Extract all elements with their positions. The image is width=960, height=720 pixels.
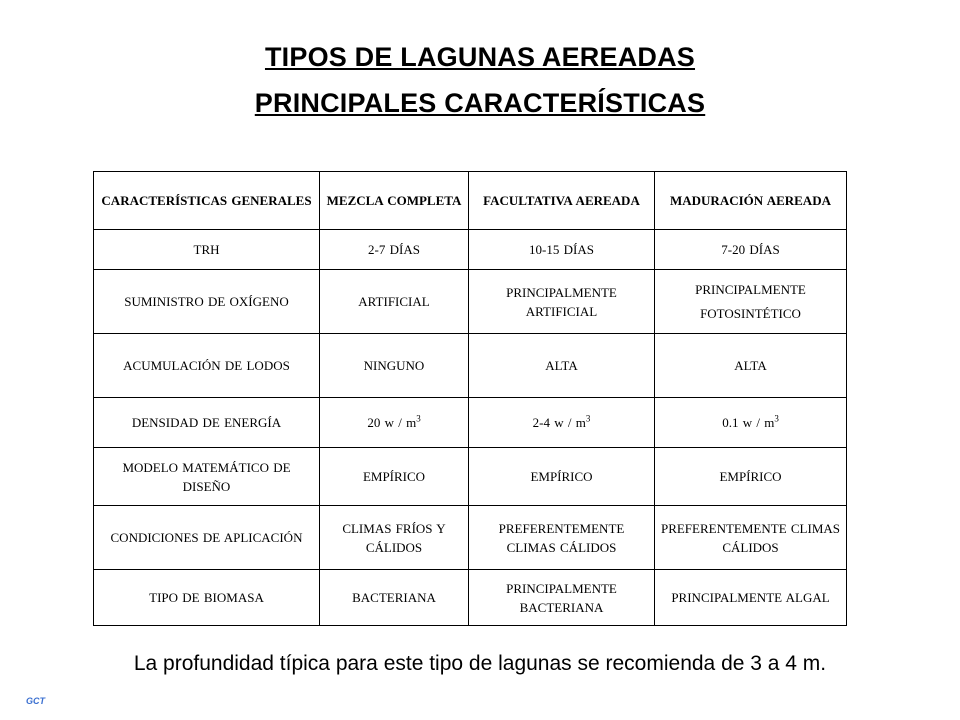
table-cell: 7-20 DÍAS (655, 230, 847, 270)
table-cell: ALTA (469, 334, 655, 398)
row-label: MODELO MATEMÁTICO DE DISEÑO (94, 448, 320, 506)
exponent: 3 (585, 413, 591, 424)
table-row (94, 230, 847, 270)
row-label: TRH (94, 230, 320, 270)
exponent: 3 (416, 413, 421, 424)
table-cell (655, 398, 847, 448)
table-cell: CLIMAS FRÍOS Y CÁLIDOS (320, 506, 469, 570)
table-row (94, 270, 847, 334)
table-row (94, 448, 847, 506)
page-title: TIPOS DE LAGUNAS AEREADAS (264, 42, 696, 72)
header-maduracion-aereada: MADURACIÓN AEREADA (655, 172, 847, 230)
table-cell: PRINCIPALMENTE BACTERIANA (469, 570, 655, 626)
table-cell: EMPÍRICO (655, 448, 847, 506)
header-facultativa-aereada: FACULTATIVA AEREADA (469, 172, 655, 230)
gct-logo: GCT (26, 696, 45, 706)
table-cell: ALTA (655, 334, 847, 398)
table-cell: ARTIFICIAL (320, 270, 469, 334)
table-cell: PRINCIPALMENTE FOTOSINTÉTICO (655, 270, 847, 334)
table-cell: 10-15 DÍAS (469, 230, 655, 270)
energy-value: 2-4 w / m (532, 415, 586, 430)
row-label: SUMINISTRO DE OXÍGENO (94, 270, 320, 334)
row-label: ACUMULACIÓN DE LODOS (94, 334, 320, 398)
table-cell: NINGUNO (320, 334, 469, 398)
row-label: DENSIDAD DE ENERGÍA (94, 398, 320, 448)
table-row (94, 334, 847, 398)
page-subtitle: PRINCIPALES CARACTERÍSTICAS (254, 88, 706, 118)
table-cell: BACTERIANA (320, 570, 469, 626)
energy-value: 0.1 w / m (722, 415, 775, 430)
energy-value: 20 w / m (367, 415, 417, 430)
row-label: CONDICIONES DE APLICACIÓN (94, 506, 320, 570)
table-header-row (94, 172, 847, 230)
table-row (94, 506, 847, 570)
header-caracteristicas: CARACTERÍSTICAS GENERALES (94, 172, 320, 230)
table-cell (320, 398, 469, 448)
row-label: TIPO DE BIOMASA (94, 570, 320, 626)
table-cell: PRINCIPALMENTE ARTIFICIAL (469, 270, 655, 334)
table-cell: EMPÍRICO (320, 448, 469, 506)
table-cell: 2-7 DÍAS (320, 230, 469, 270)
exponent: 3 (774, 413, 779, 424)
table-cell: EMPÍRICO (469, 448, 655, 506)
header-mezcla-completa: MEZCLA COMPLETA (320, 172, 469, 230)
table-row (94, 570, 847, 626)
table-row (94, 398, 847, 448)
footnote-text: La profundidad típica para este tipo de lagunas se recomienda de 3 a 4 m. (133, 652, 827, 675)
table-cell: PRINCIPALMENTE ALGAL (655, 570, 847, 626)
table-cell: PREFERENTEMENTE CLIMAS CÁLIDOS (655, 506, 847, 570)
table-cell (469, 398, 655, 448)
table-cell: PREFERENTEMENTE CLIMAS CÁLIDOS (469, 506, 655, 570)
characteristics-table (93, 171, 847, 626)
